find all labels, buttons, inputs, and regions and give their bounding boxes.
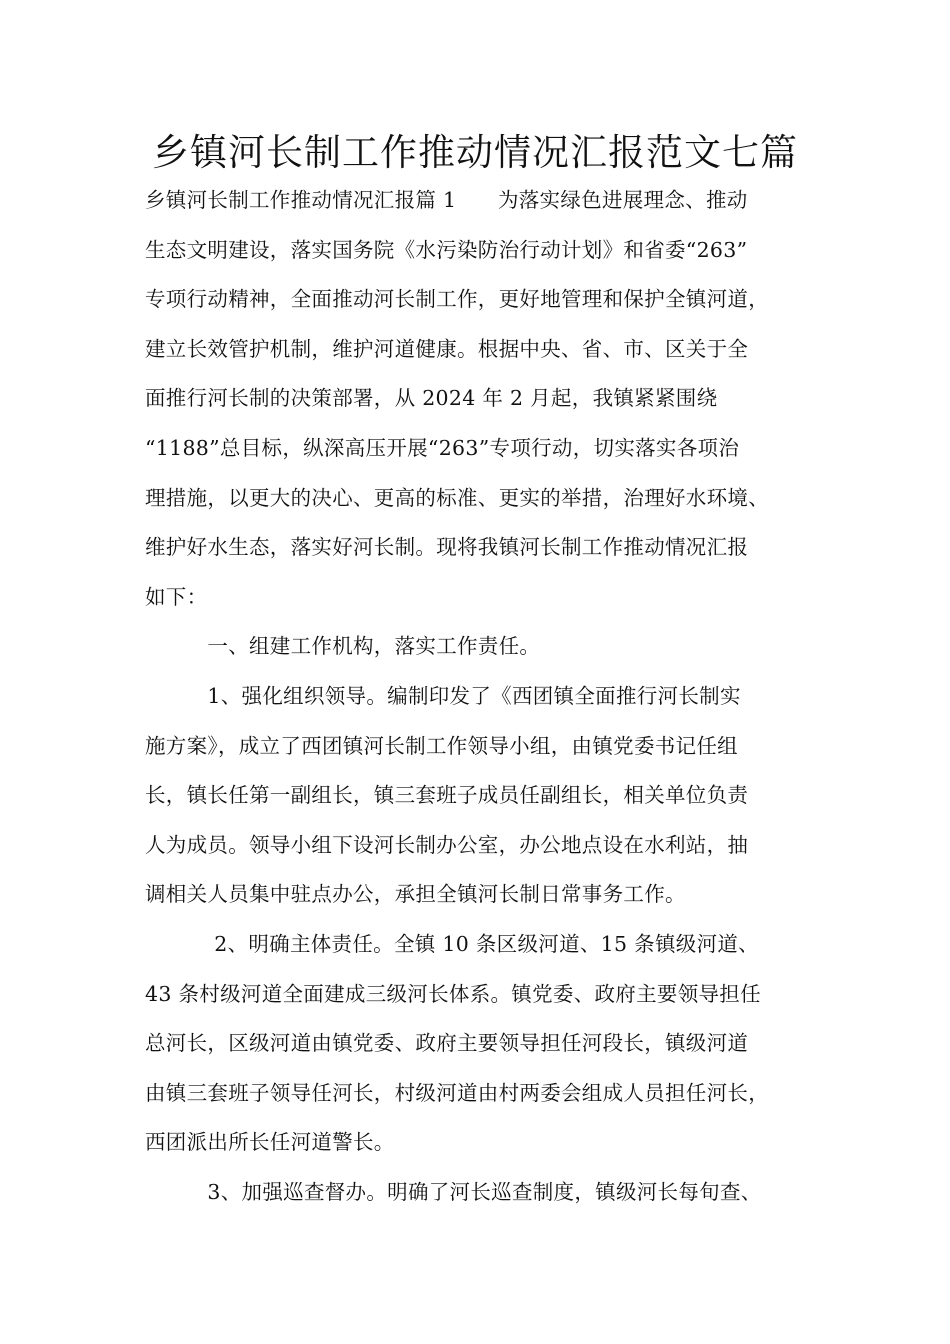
- body-line: 施方案》，成立了西团镇河长制工作领导小组，由镇党委书记任组: [145, 733, 738, 758]
- body-line: 2、明确主体责任。全镇 10 条区级河道、15 条镇级河道、: [145, 931, 759, 956]
- document-body: [145, 176, 835, 1217]
- body-line: 人为成员。领导小组下设河长制办公室，办公地点设在水利站，抽: [145, 832, 749, 857]
- body-line: “1188”总目标，纵深高压开展“263”专项行动，切实落实各项治: [145, 435, 740, 460]
- body-line: 乡镇河长制工作推动情况汇报篇 1 为落实绿色进展理念、推动: [145, 188, 748, 212]
- body-line: 专项行动精神，全面推动河长制工作，更好地管理和保护全镇河道，: [145, 287, 769, 312]
- body-line: 长，镇长任第一副组长，镇三套班子成员任副组长，相关单位负责: [145, 783, 749, 808]
- section-heading: 一、组建工作机构，落实工作责任。: [145, 634, 541, 659]
- body-line: 调相关人员集中驻点办公，承担全镇河长制日常事务工作。: [145, 882, 686, 907]
- body-line: 生态文明建设，落实国务院《水污染防治行动计划》和省委“263”: [145, 237, 748, 262]
- body-line: 由镇三套班子领导任河长，村级河道由村两委会组成人员担任河长，: [145, 1080, 769, 1105]
- body-line: 西团派出所长任河道警长。: [145, 1130, 395, 1155]
- body-line: 建立长效管护机制，维护河道健康。根据中央、省、市、区关于全: [145, 336, 749, 361]
- body-line: 43 条村级河道全面建成三级河长体系。镇党委、政府主要领导担任: [145, 981, 761, 1006]
- body-line: 3、加强巡查督办。明确了河长巡查制度，镇级河长每旬查、: [145, 1179, 762, 1204]
- body-line: 如下：: [145, 584, 208, 609]
- body-line: 面推行河长制的决策部署，从 2024 年 2 月起，我镇紧紧围绕: [145, 386, 718, 411]
- body-line: 总河长，区级河道由镇党委、政府主要领导担任河段长，镇级河道: [145, 1031, 749, 1056]
- body-line: 1、强化组织领导。编制印发了《西团镇全面推行河长制实: [145, 683, 741, 708]
- body-line: 理措施，以更大的决心、更高的标准、更实的举措，治理好水环境、: [145, 485, 769, 510]
- body-line: 维护好水生态，落实好河长制。现将我镇河长制工作推动情况汇报: [145, 535, 749, 560]
- document-title: 乡镇河长制工作推动情况汇报范文七篇: [152, 131, 798, 174]
